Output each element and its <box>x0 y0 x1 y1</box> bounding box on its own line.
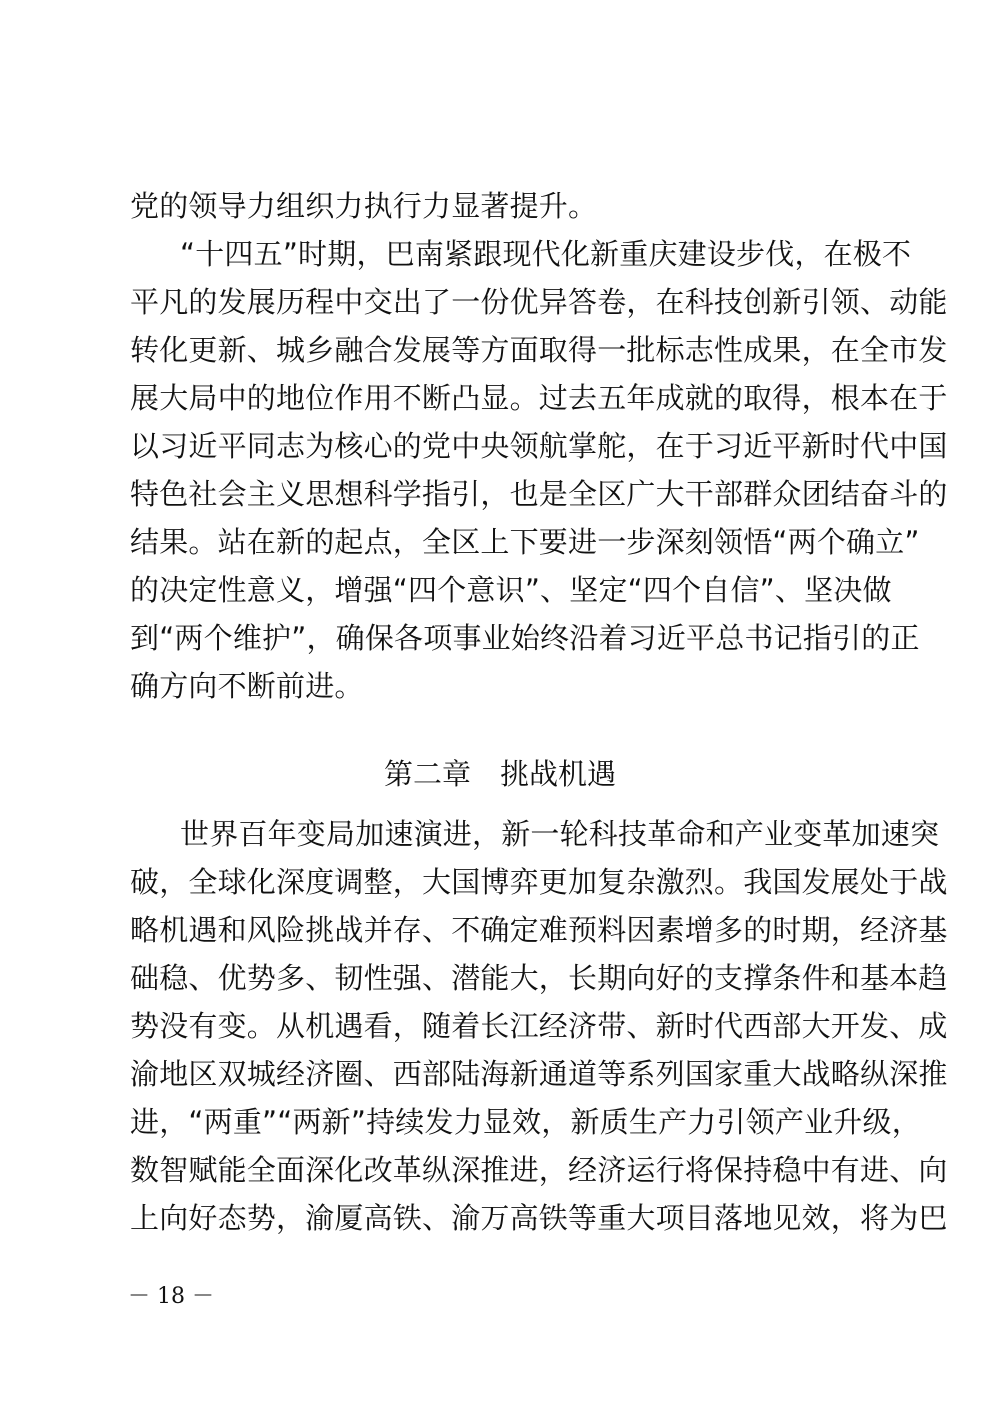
paragraph-line: 世界百年变局加速演进，新一轮科技革命和产业变革加速突 <box>180 817 940 851</box>
paragraph-line: 确方向不断前进。 <box>130 669 364 703</box>
page-number: － 18 － <box>128 1284 214 1309</box>
paragraph-line: “十四五”时期，巴南紧跟现代化新重庆建设步伐，在极不 <box>180 237 912 271</box>
paragraph-line: 转化更新、城乡融合发展等方面取得一批标志性成果，在全市发 <box>130 333 948 367</box>
paragraph-line: 上向好态势，渝厦高铁、渝万高铁等重大项目落地见效，将为巴 <box>130 1201 948 1235</box>
paragraph-line: 结果。站在新的起点，全区上下要进一步深刻领悟“两个确立” <box>130 525 920 559</box>
paragraph-line: 渝地区双城经济圈、西部陆海新通道等系列国家重大战略纵深推 <box>130 1057 948 1091</box>
paragraph-line: 的决定性意义，增强“四个意识”、坚定“四个自信”、坚决做 <box>130 573 892 607</box>
chapter-heading: 第二章 挑战机遇 <box>383 757 616 791</box>
paragraph-line: 特色社会主义思想科学指引，也是全区广大干部群众团结奋斗的 <box>130 477 948 511</box>
paragraph-line: 础稳、优势多、韧性强、潜能大，长期向好的支撑条件和基本趋 <box>130 961 948 995</box>
paragraph-line: 势没有变。从机遇看，随着长江经济带、新时代西部大开发、成 <box>130 1009 948 1043</box>
paragraph-line: 破，全球化深度调整，大国博弈更加复杂激烈。我国发展处于战 <box>130 865 948 899</box>
paragraph-line: 略机遇和风险挑战并存、不确定难预料因素增多的时期，经济基 <box>130 913 948 947</box>
paragraph-line: 到“两个维护”，确保各项事业始终沿着习近平总书记指引的正 <box>130 621 920 655</box>
paragraph-line: 数智赋能全面深化改革纵深推进，经济运行将保持稳中有进、向 <box>130 1153 948 1187</box>
paragraph-line: 进，“两重”“两新”持续发力显效，新质生产力引领产业升级， <box>130 1105 921 1139</box>
paragraph-line: 平凡的发展历程中交出了一份优异答卷，在科技创新引领、动能 <box>130 285 948 319</box>
paragraph-line: 展大局中的地位作用不断凸显。过去五年成就的取得，根本在于 <box>130 381 948 415</box>
paragraph-line: 以习近平同志为核心的党中央领航掌舵，在于习近平新时代中国 <box>130 429 948 463</box>
paragraph-line: 党的领导力组织力执行力显著提升。 <box>130 189 598 223</box>
